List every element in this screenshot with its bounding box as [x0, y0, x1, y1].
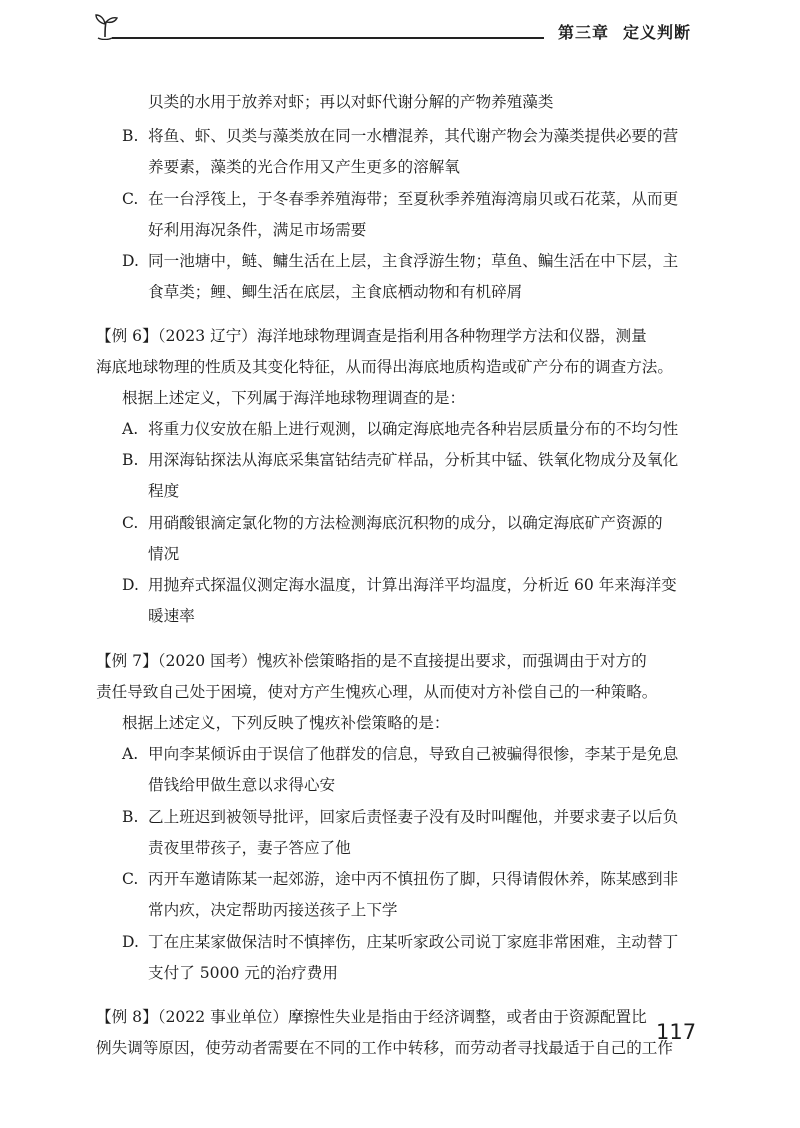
- page-header: [0, 0, 800, 60]
- option-c-label: C.: [122, 190, 139, 208]
- option-d-text: 丁在庄某家做保洁时不慎摔伤，庄某听家政公司说丁家庭非常困难，主动替丁: [148, 933, 679, 951]
- example-source: （2020 国考）: [157, 652, 257, 670]
- option-d-text-cont: 支付了 5000 元的治疗费用: [148, 964, 338, 982]
- header-rule: [112, 37, 544, 39]
- option-a-text-cont: 借钱给甲做生意以求得心安: [148, 776, 336, 794]
- option-a-text: 甲向李某倾诉由于误信了他群发的信息，导致自己被骗得很惨，李某于是免息: [148, 745, 679, 763]
- option-c-text: 用硝酸银滴定氯化物的方法检测海底沉积物的成分，以确定海底矿产资源的: [148, 514, 663, 532]
- option-b-text: 用深海钻探法从海底采集富钴结壳矿样品，分析其中锰、铁氧化物成分及氧化: [148, 451, 679, 469]
- option-c-text: 在一台浮筏上，于冬春季养殖海带；至夏秋季养殖海湾扇贝或石花菜，从而更: [148, 190, 679, 208]
- option-b-text-cont: 责夜里带孩子，妻子答应了他: [148, 839, 351, 857]
- option-b-text-cont: 养要素，藻类的光合作用又产生更多的溶解氧: [148, 158, 460, 176]
- option-c-text-cont: 情况: [148, 545, 180, 563]
- option-d-text: 用抛弃式探温仪测定海水温度，计算出海洋平均温度，分析近 60 年来海洋变: [148, 576, 677, 594]
- example-text-cont: 例失调等原因，使劳动者需要在不同的工作中转移，而劳动者寻找最适于自己的工作: [96, 1039, 673, 1057]
- option-c-text-cont: 常内疚，决定帮助丙接送孩子上下学: [148, 901, 398, 919]
- option-c-label: C.: [122, 514, 139, 532]
- option-c-text-cont: 好利用海况条件，满足市场需要: [148, 221, 367, 239]
- example-6-header: [96, 326, 647, 346]
- section-title: 定义判断: [623, 23, 692, 42]
- option-d-label: D.: [122, 933, 139, 951]
- option-b-label: B.: [122, 451, 139, 469]
- example-7-header: [96, 651, 647, 671]
- option-a-text: 将重力仪安放在船上进行观测，以确定海底地壳各种岩层质量分布的不均匀性: [148, 420, 679, 438]
- text-line: 贝类的水用于放养对虾；再以对虾代谢分解的产物养殖藻类: [148, 93, 554, 111]
- question-stem: 根据上述定义，下列反映了愧疚补偿策略的是：: [122, 714, 450, 732]
- option-c-text: 丙开车邀请陈某一起郊游，途中丙不慎扭伤了脚，只得请假休养，陈某感到非: [148, 870, 679, 888]
- example-text: 摩擦性失业是指由于经济调整，或者由于资源配置比: [288, 1008, 647, 1026]
- chapter-title: [558, 20, 691, 43]
- option-c-label: C.: [122, 870, 139, 888]
- option-a-label: A.: [122, 420, 139, 438]
- example-text-cont: 海底地球物理的性质及其变化特征，从而得出海底地质构造或矿产分布的调查方法。: [96, 358, 673, 376]
- page-number: 117: [656, 1020, 697, 1044]
- chapter-number: 第三章: [558, 23, 610, 42]
- option-b-text: 将鱼、虾、贝类与藻类放在同一水槽混养，其代谢产物会为藻类提供必要的营: [148, 127, 679, 145]
- question-stem: 根据上述定义，下列属于海洋地球物理调查的是：: [122, 389, 466, 407]
- example-tag: 【例 8】: [96, 1008, 158, 1026]
- option-b-text: 乙上班迟到被领导批评，回家后责怪妻子没有及时叫醒他，并要求妻子以后负: [148, 808, 679, 826]
- sprout-icon: [90, 10, 120, 40]
- example-text: 海洋地球物理调查是指利用各种物理学方法和仪器，测量: [256, 327, 647, 345]
- example-source: （2023 辽宁）: [157, 327, 257, 345]
- option-d-label: D.: [122, 252, 139, 270]
- option-d-text-cont: 暖速率: [148, 607, 195, 625]
- option-d-label: D.: [122, 576, 139, 594]
- example-tag: 【例 7】: [96, 652, 158, 670]
- example-text-cont: 责任导致自己处于困境，使对方产生愧疚心理，从而使对方补偿自己的一种策略。: [96, 683, 658, 701]
- option-b-label: B.: [122, 808, 139, 826]
- option-d-text: 同一池塘中，鲢、鳙生活在上层，主食浮游生物；草鱼、鳊生活在中下层，主: [148, 252, 679, 270]
- example-8-header: [96, 1007, 647, 1027]
- option-a-label: A.: [122, 745, 139, 763]
- example-text: 愧疚补偿策略指的是不直接提出要求，而强调由于对方的: [256, 652, 647, 670]
- option-d-text-cont: 食草类；鲤、鲫生活在底层，主食底栖动物和有机碎屑: [148, 283, 523, 301]
- example-tag: 【例 6】: [96, 327, 158, 345]
- option-b-label: B.: [122, 127, 139, 145]
- option-b-text-cont: 程度: [148, 482, 180, 500]
- example-source: （2022 事业单位）: [157, 1008, 289, 1026]
